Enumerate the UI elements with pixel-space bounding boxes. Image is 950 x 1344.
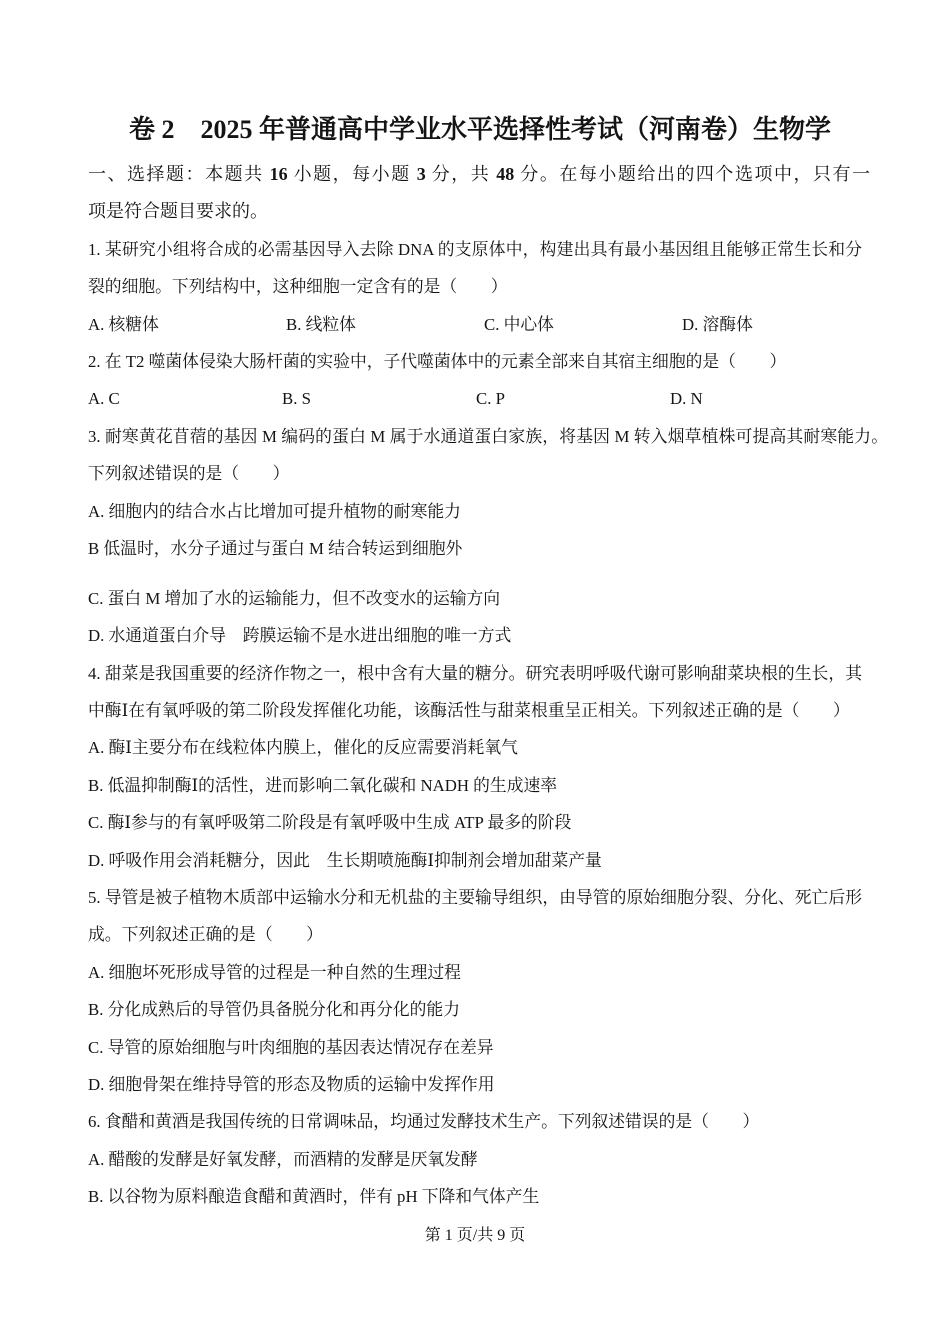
question-4-option-b: B. 低温抑制酶Ⅰ的活性，进而影响二氧化碳和 NADH 的生成速率 — [88, 775, 558, 795]
question-3-option-b: B 低温时，水分子通过与蛋白 M 结合转运到细胞外 — [88, 538, 463, 558]
question-5-stem-line-2: 成。下列叙述正确的是（ ） — [88, 925, 323, 945]
page-number-footer: 第 1 页/共 9 页 — [424, 1227, 526, 1244]
question-1-stem-line-2: 裂的细胞。下列结构中，这种细胞一定含有的是（ ） — [88, 277, 508, 297]
question-count: 16 — [269, 164, 288, 184]
question-2-option-b: B. S — [282, 389, 311, 409]
question-2-stem-line-1: 2. 在 T2 噬菌体侵染大肠杆菌的实验中，子代噬菌体中的元素全部来自其宿主细胞的是（ ） — [88, 351, 787, 371]
exam-content — [88, 156, 908, 1216]
question-3-stem-line-2: 下列叙述错误的是（ ） — [88, 464, 290, 484]
question-6-option-b: B. 以谷物为原料酿造食醋和黄酒时，伴有 pH 下降和气体产生 — [88, 1187, 540, 1207]
question-3-option-a: A. 细胞内的结合水占比增加可提升植物的耐寒能力 — [88, 501, 461, 521]
page-title: 卷 2 2025 年普通高中学业水平选择性考试（河南卷）生物学 — [128, 115, 831, 144]
section-instructions-text: 分。在每小题给出的四个选项中，只有一 — [514, 164, 871, 184]
total-points: 48 — [496, 164, 515, 184]
question-2-options — [88, 380, 908, 417]
question-3-option-c: C. 蛋白 M 增加了水的运输能力，但不改变水的运输方向 — [88, 588, 501, 608]
section-instructions-text: 小题，每小题 — [287, 164, 417, 184]
question-1-stem-line-1: 1. 某研究小组将合成的必需基因导入去除 DNA 的支原体中，构建出具有最小基因组且能够正常生长和分 — [88, 239, 862, 259]
question-1-option-c: C. 中心体 — [484, 314, 554, 334]
question-5-stem-line-1: 5. 导管是被子植物木质部中运输水分和无机盐的主要输导组织，由导管的原始细胞分裂、分化、死亡后形 — [88, 888, 862, 908]
question-6-stem-line-1: 6. 食醋和黄酒是我国传统的日常调味品，均通过发酵技术生产。下列叙述错误的是（ ） — [88, 1112, 760, 1132]
question-4-option-c: C. 酶Ⅰ参与的有氧呼吸第二阶段是有氧呼吸中生成 ATP 最多的阶段 — [88, 813, 572, 833]
question-1-option-a: A. 核糖体 — [88, 314, 159, 334]
question-2-option-d: D. N — [670, 389, 703, 409]
question-5-option-b: B. 分化成熟后的导管仍具备脱分化和再分化的能力 — [88, 1000, 460, 1020]
section-instructions-line-1 — [88, 156, 870, 193]
question-5-option-a: A. 细胞坏死形成导管的过程是一种自然的生理过程 — [88, 962, 461, 982]
question-3-option-d: D. 水通道蛋白介导 跨膜运输不是水进出细胞的唯一方式 — [88, 626, 512, 646]
section-instructions-line-2: 项是符合题目要求的。 — [88, 201, 268, 222]
question-6-option-a: A. 醋酸的发酵是好氧发酵，而酒精的发酵是厌氧发酵 — [88, 1149, 478, 1169]
question-2-option-c: C. P — [476, 389, 505, 409]
question-4-stem-line-2: 中酶Ⅰ在有氧呼吸的第二阶段发挥催化功能，该酶活性与甜菜根重呈正相关。下列叙述正确的是（ ） — [88, 701, 850, 721]
question-2-option-a: A. C — [88, 389, 120, 409]
question-4-option-d: D. 呼吸作用会消耗糖分，因此 生长期喷施酶Ⅰ抑制剂会增加甜菜产量 — [88, 850, 602, 870]
section-instructions-text: 分，共 — [425, 164, 497, 184]
question-5-option-d: D. 细胞骨架在维持导管的形态及物质的运输中发挥作用 — [88, 1074, 495, 1094]
question-4-stem-line-1: 4. 甜菜是我国重要的经济作物之一，根中含有大量的糖分。研究表明呼吸代谢可影响甜菜块根的生长，其 — [88, 663, 862, 683]
question-1-options — [88, 306, 908, 343]
question-1-option-b: B. 线粒体 — [286, 314, 356, 334]
section-instructions-text: 一、选择题：本题共 — [88, 164, 270, 184]
question-5-option-c: C. 导管的原始细胞与叶肉细胞的基因表达情况存在差异 — [88, 1037, 494, 1057]
points-per-question: 3 — [416, 164, 426, 184]
question-4-option-a: A. 酶Ⅰ主要分布在线粒体内膜上，催化的反应需要消耗氧气 — [88, 738, 518, 758]
question-3-stem-line-1: 3. 耐寒黄花苜蓿的基因 M 编码的蛋白 M 属于水通道蛋白家族，将基因 M 转入烟草植株可提高其耐寒能力。 — [88, 426, 888, 446]
question-1-option-d: D. 溶酶体 — [682, 314, 753, 334]
